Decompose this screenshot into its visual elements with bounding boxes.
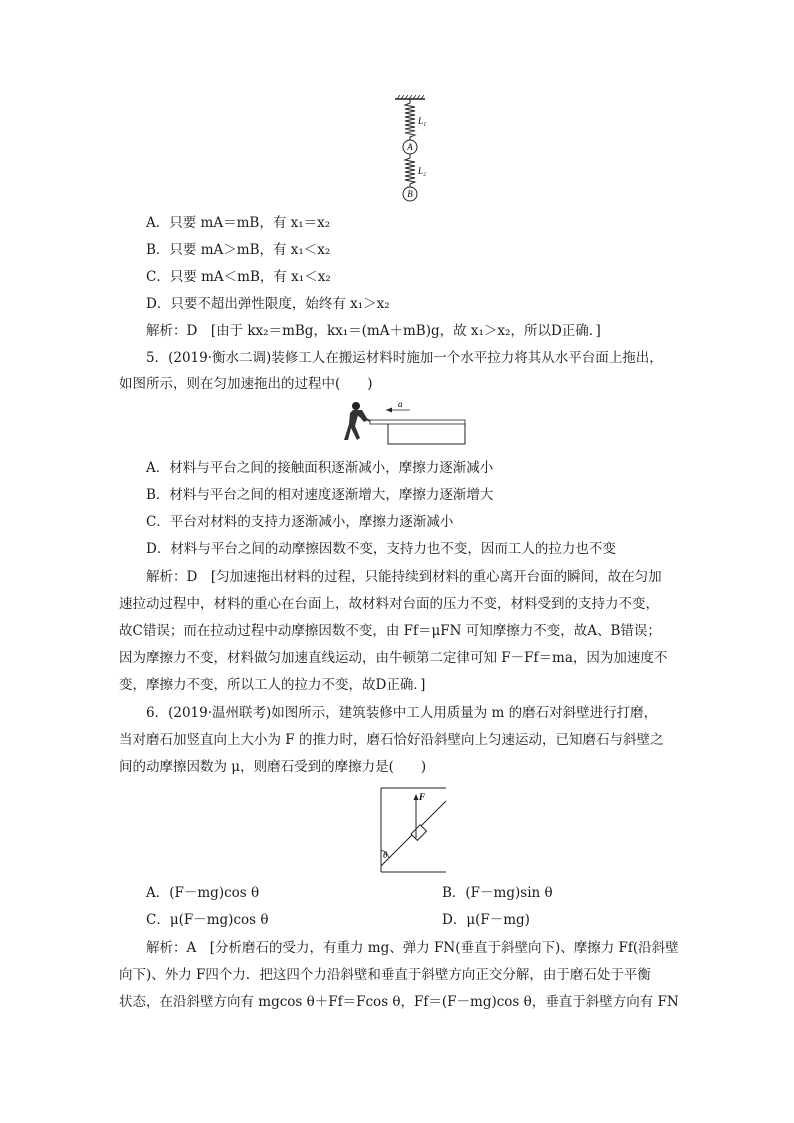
q5-stem-line-1: 5．(2019·衡水二调)装修工人在搬运材料时施加一个水平拉力将其从水平台面上拖出， bbox=[146, 350, 663, 366]
q5-analysis-line-5: 变，摩擦力不变，所以工人的拉力不变，故D正确．] bbox=[119, 677, 426, 693]
q6-option-a: A．(F－mg)cos θ bbox=[146, 885, 260, 901]
label-f: F bbox=[419, 792, 426, 802]
q4-option-c: C．只要 mA＜mB，有 x₁＜x₂ bbox=[146, 269, 331, 285]
q6-stem-line-2: 当对磨石加竖直向上大小为 F 的推力时，磨石恰好沿斜壁向上匀速运动，已知磨石与斜壁之 bbox=[119, 732, 664, 748]
q6-option-d: D．μ(F－mg) bbox=[442, 912, 530, 928]
q6-stem-line-3: 间的动摩擦因数为 μ，则磨石受到的摩擦力是( ) bbox=[119, 759, 427, 775]
q4-option-b: B．只要 mA＞mB，有 x₁＜x₂ bbox=[146, 242, 331, 258]
grinding-stone bbox=[411, 825, 427, 841]
label-b: B bbox=[407, 189, 413, 199]
force-arrowhead bbox=[414, 794, 419, 800]
material-board bbox=[370, 420, 465, 424]
q5-analysis-line-1: 解析：D [匀加速拖出材料的过程，只能持续到材料的重心离开台面的瞬间，故在匀加 bbox=[146, 569, 662, 585]
q5-option-c: C．平台对材料的支持力逐渐减小，摩擦力逐渐减小 bbox=[146, 514, 454, 530]
q4-option-a: A．只要 mA＝mB，有 x₁＝x₂ bbox=[146, 215, 331, 231]
q5-analysis-line-4: 因为摩擦力不变，材料做匀加速直线运动，由牛顿第二定律可知 F－Ff＝ma，因为加速度不 bbox=[119, 650, 668, 666]
spring-l2 bbox=[405, 154, 415, 187]
q5-analysis-line-3: 故C错误；而在拉动过程中动摩擦因数不变，由 Ff＝μFN 可知摩擦力不变，故A、B错误； bbox=[119, 623, 661, 639]
q5-option-b: B．材料与平台之间的相对速度逐渐增大，摩擦力逐渐增大 bbox=[146, 487, 494, 503]
label-l2: L₂ bbox=[418, 166, 427, 176]
q5-stem-line-2: 如图所示，则在匀加速拖出的过程中( ) bbox=[119, 376, 373, 392]
grinding-stone-figure bbox=[378, 786, 450, 876]
q5-option-a: A．材料与平台之间的接触面积逐渐减小，摩擦力逐渐减小 bbox=[146, 460, 494, 476]
acceleration-arrowhead bbox=[386, 408, 392, 413]
q6-stem-line-1: 6．(2019·温州联考)如图所示，建筑装修中工人用质量为 m 的磨石对斜壁进行打磨， bbox=[146, 705, 658, 721]
q6-analysis-line-2: 向下)、外力 F四个力．把这四个力沿斜壁和垂直于斜壁方向正交分解，由于磨石处于平衡 bbox=[119, 967, 651, 983]
spring-figure bbox=[385, 94, 445, 204]
drag-material-figure bbox=[340, 398, 470, 448]
label-theta: θ bbox=[383, 850, 388, 860]
q5-option-d: D．材料与平台之间的动摩擦因数不变，支持力也不变，因而工人的拉力也不变 bbox=[146, 541, 616, 557]
q5-analysis-line-2: 速拉动过程中，材料的重心在台面上，故材料对台面的压力不变，材料受到的支持力不变， bbox=[119, 596, 659, 612]
q4-analysis: 解析：D [由于 kx₂＝mBg，kx₁＝(mA＋mB)g，故 x₁＞x₂，所以D正确．] bbox=[146, 323, 601, 339]
platform bbox=[388, 423, 465, 444]
q4-option-d: D．只要不超出弹性限度，始终有 x₁＞x₂ bbox=[146, 296, 390, 312]
q6-analysis-line-3: 状态，在沿斜壁方向有 mgcos θ＋Ff＝Fcos θ，Ff＝(F－mg)cos θ，垂直于斜壁方向有 FN bbox=[119, 994, 679, 1010]
label-l1: L₁ bbox=[418, 116, 427, 126]
q6-option-c: C．μ(F－mg)cos θ bbox=[146, 912, 269, 928]
label-a: A bbox=[407, 142, 413, 152]
q6-option-b: B．(F－mg)sin θ bbox=[442, 885, 553, 901]
worker-figure bbox=[344, 402, 370, 440]
spring-l1 bbox=[405, 99, 415, 140]
label-a-accel: a bbox=[398, 399, 403, 409]
q6-analysis-line-1: 解析：A [分析磨石的受力，有重力 mg、弹力 FN(垂直于斜壁向下)、摩擦力 Ff(沿斜壁 bbox=[146, 940, 679, 956]
